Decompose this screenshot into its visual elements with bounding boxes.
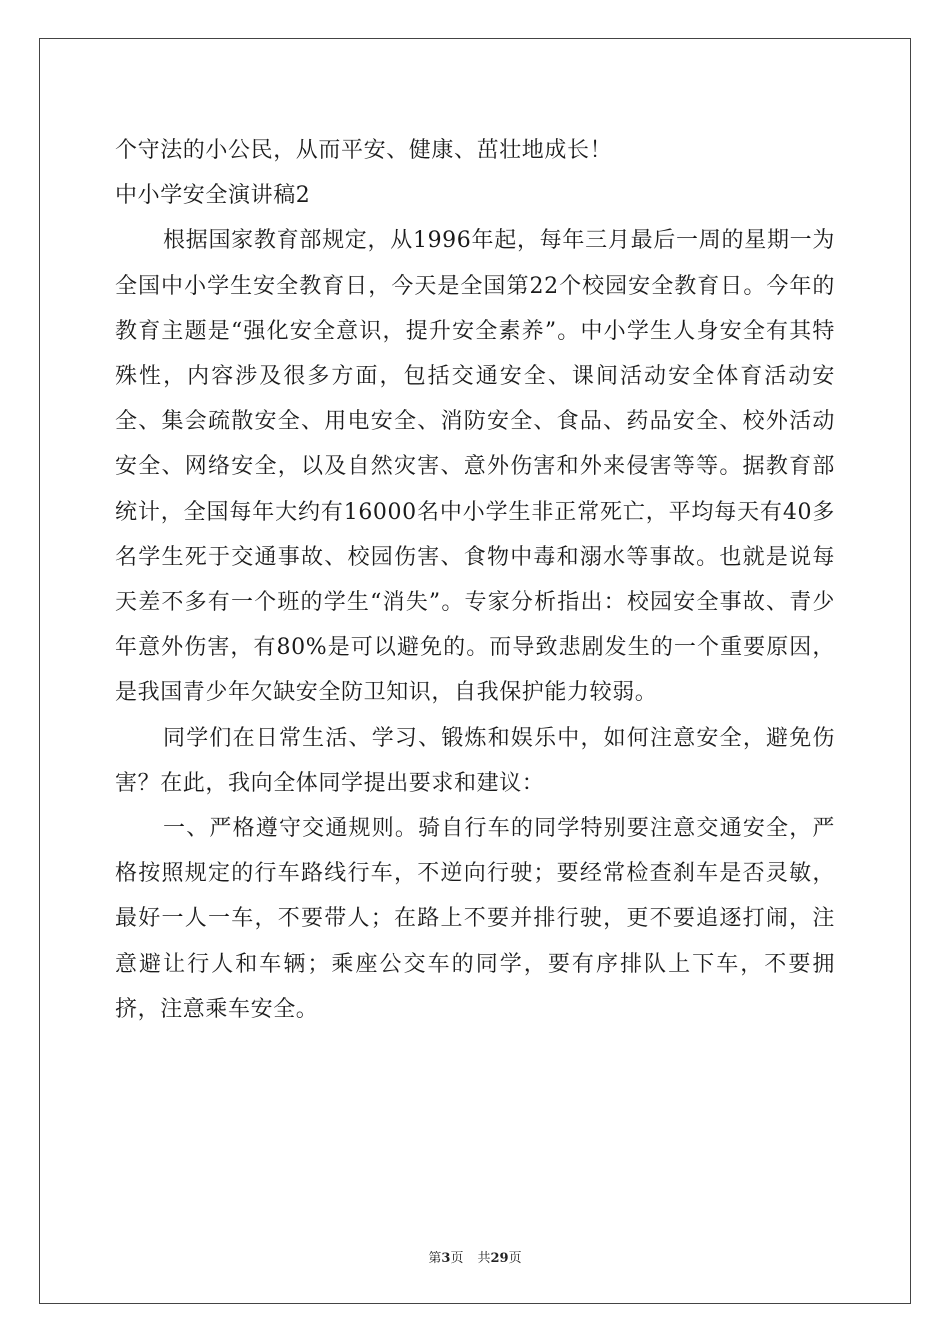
paragraph-1: 根据国家教育部规定，从1996年起，每年三月最后一周的星期一为全国中小学生安全教育日，今天是全国第22个校园安全教育日。今年的教育主题是“强化安全意识，提升安全素养”。中小学生人身安全有其特殊性，内容涉及很多方面，包括交通安全、课间活动安全体育活动安全、集会疏散安全、用电安全、消防安全、食品、药品安全、校外活动安全、网络安全，以及自然灾害、意外伤害和外来侵害等等。据教育部统计，全国每年大约有16000名中小学生非正常死亡，平均每天有40多名学生死于交通事故、校园伤害、食物中毒和溺水等事故。也就是说每天差不多有一个班的学生“消失”。专家分析指出：校园安全事故、青少年意外伤害，有80%是可以避免的。而导致悲剧发生的一个重要原因，是我国青少年欠缺安全防卫知识，自我保护能力较弱。 [115,228,835,706]
page-prefix: 第 [428,1251,442,1266]
total-prefix: 共 [477,1251,491,1266]
total-suffix: 页 [508,1251,522,1266]
paragraph-2: 同学们在日常生活、学习、锻炼和娱乐中，如何注意安全，避免伤害？在此，我向全体同学提出要求和建议： [115,725,835,796]
page-suffix: 页 [450,1251,464,1266]
total-pages: 29 [490,1251,509,1266]
page-footer [0,1247,950,1266]
continuation-line: 个守法的小公民，从而平安、健康、茁壮地成长！ [115,138,613,163]
section-heading: 中小学安全演讲稿2 [115,183,311,209]
page-number: 3 [441,1251,451,1266]
document-body [115,128,835,1032]
paragraph-3: 一、严格遵守交通规则。骑自行车的同学特别要注意交通安全，严格按照规定的行车路线行车，不逆向行驶；要经常检查刹车是否灵敏，最好一人一车，不要带人；在路上不要并排行驶，更不要追逐打闹，注意避让行人和车辆；乘座公交车的同学，要有序排队上下车，不要拥挤，注意乘车安全。 [115,816,835,1022]
